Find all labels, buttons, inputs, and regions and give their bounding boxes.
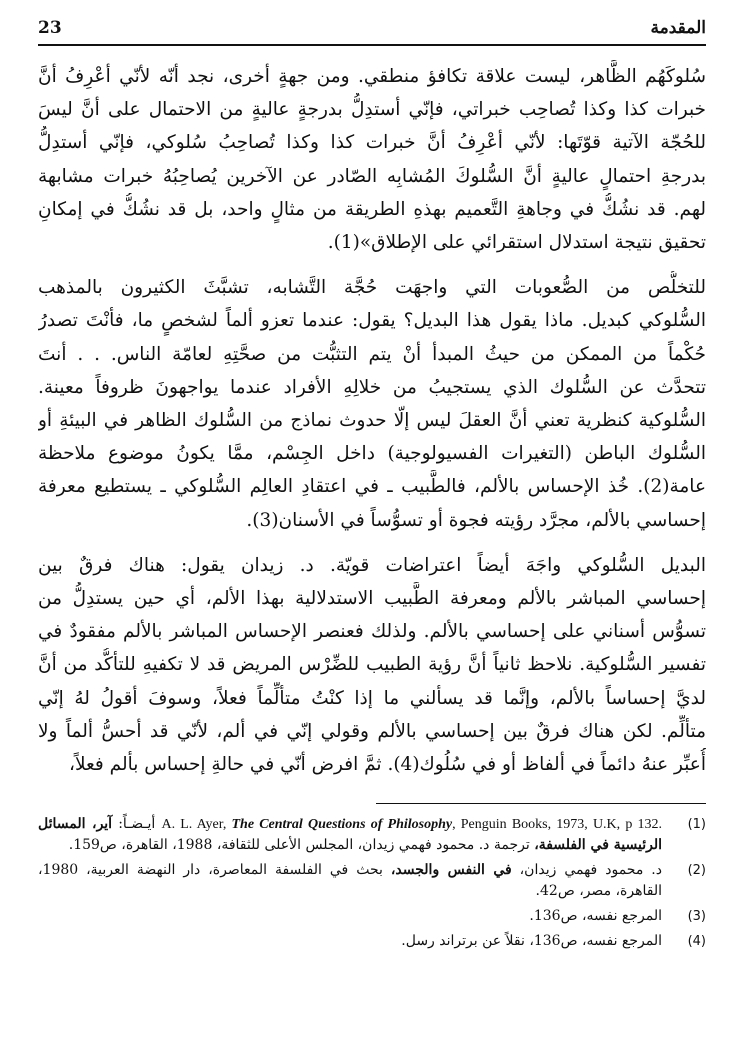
text-line: للتخلُّص من الصُّعوبات التي واجهَت حُجَّة التَّشابه، تشبَّثَ الكثيرون بالمذهب: [38, 277, 706, 299]
page-number: 23: [38, 18, 62, 38]
text-line: تفسير السُّلوكية. نلاحظ ثانياً أنَّ رؤية الطبيب للضِّرْس المريض قد لا تكفيهِ للتأكُّد من أنَّ: [38, 654, 706, 676]
footnote-text: المرجع نفسه، ص136، نقلاً عن برتراند رسل.: [401, 933, 662, 950]
book-page: [38, 18, 706, 1038]
citation-author: A. L. Ayer,: [161, 817, 232, 833]
citation-title-arabic: آير، المسائل الرئيسية في الفلسفة،: [38, 816, 662, 854]
footnote-3: [38, 906, 706, 927]
chapter-title: المقدمة: [650, 18, 706, 38]
footnote-divider: [376, 803, 706, 804]
text-line: السُّلوكي كبديل. ماذا يقول هذا البديل؟ يقول: عندما تعزو ألماً لشخصٍ ما، فأنْتَ تصدرُ: [38, 310, 706, 332]
citation-publisher: , Penguin Books, 1973, U.K, p 132.: [452, 817, 663, 833]
main-text: [38, 60, 706, 781]
footnotes: [38, 814, 706, 952]
footnote-4: [38, 931, 706, 952]
text-line: خبرات كذا وكذا تُصاحِب خبراتي، فإنّي أستدِلُّ بدرجةٍ عاليةٍ من الاحتمال على أنَّ ليسَ: [38, 99, 706, 121]
text-line: سُلوكَهُم الظَّاهر، ليست علاقة تكافؤ منطقي. ومن جهةٍ أخرى، نجد أنّه لأنّي أعْرِفُ أنَّ: [38, 66, 706, 87]
footnote-citation-latin: [161, 817, 662, 832]
footnote-number: (2): [687, 863, 706, 879]
footnote-text: [38, 860, 666, 902]
footnote-number: (4): [687, 934, 706, 950]
footnote-1: [38, 814, 706, 856]
text-line: البديل السُّلوكي واجَهَ أيضاً اعتراضات قويّة. د. زيدان يقول: هناك فرقٌ بين: [38, 554, 706, 576]
text-line: متألِّم. لكن هناك فرقٌ بين إحساسي بالألم وقولي إنّي في ألم، لأنّي قد أحسُّ ألماً ولا: [38, 720, 706, 742]
citation-author-arabic: د. محمود فهمي زيدان،: [511, 862, 662, 879]
text-line: بدرجةِ احتمالٍ عاليةٍ أنَّ السُّلوكَ المُشابِه الصّادر عن الآخرين يُصاحِبُهُ خبرات مشابهة: [38, 165, 706, 187]
text-line: حُكْماً من الممكن من حيثُ المبدأ أنْ يتم التثبُّت من صحَّتِهِ لعامّة الناس. . . أنتَ: [38, 343, 706, 365]
footnote-also: أيـضـاً:: [118, 816, 156, 833]
text-line: أُعبِّر عنهُ دائماً في ألفاظ أو في سُلُوك(4). ثمَّ افرض أنّي في حالةِ إحساس بألم فعلاً،: [68, 754, 706, 776]
citation-details-arabic: ترجمة د. محمود فهمي زيدان، المجلس الأعلى للثقافة، 1988، القاهرة، ص159.: [68, 837, 530, 854]
paragraph: [38, 271, 706, 537]
footnote-text: المرجع نفسه، ص136.: [529, 908, 662, 925]
text-line: لهم. قد نشُكُّ في وجاهةِ التَّعميم بهذهِ الطريقة من مثالٍ واحد، بل قد نشُكُّ في إمكانِ: [38, 198, 706, 220]
citation-title-arabic: في النفس والجسد،: [390, 862, 512, 879]
text-line: السُّلوكية كنظرية تعني أنَّ العقلَ ليس إلّا حدوث نماذج من السُّلوك الظاهر في البيئةِ أو: [38, 410, 706, 432]
footnote-number: (1): [687, 817, 706, 833]
paragraph: [38, 549, 706, 781]
text-line: لديَّ إحساساً بالألم، وإنَّما قد يسألني ما إذا كنْتُ متألِّماً فعلاً، وسوفَ أقولُ لهُ إنّي: [38, 687, 706, 709]
text-line: تتحدَّث عن السُّلوك الذي يستجيبُ من خلالِهِ الأفراد عندما يواجهونَ ظروفاً معينة.: [38, 376, 706, 398]
paragraph: [38, 60, 706, 259]
text-line: إحساسي المباشر بالألم ومعرفة الطَّبيب الاستدلالية بهذا الألم، أي حين يستدِلُّ من: [38, 588, 706, 610]
footnote-2: [38, 860, 706, 902]
citation-details-arabic: بحث في الفلسفة المعاصرة، دار النهضة العربية، 1980، القاهرة، مصر، ص42.: [38, 862, 662, 900]
text-line: تسوُّس أسناني على إحساسي بالألم. ولذلك فعنصر الإحساس المباشر بالألم مفقودٌ في: [38, 621, 706, 643]
text-line: السُّلوك الباطن (التغيرات الفسيولوجية) داخل الجِسْم، ممَّا يكونُ موضوع ملاحظة: [38, 443, 706, 465]
text-line: للحُجّة الآتية قوّتَها: لأنّي أعْرِفُ أنَّ خبرات كذا وكذا تُصاحِبُ سُلوكي، فإنّي أستدِلُّ: [38, 132, 706, 154]
running-header: [38, 18, 706, 46]
text-line: عامة(2). خُذ الإحساس بالألم، فالطَّبيب ـ في اعتقادِ العالِم السُّلوكي ـ يستطيع معرفة: [38, 476, 706, 498]
text-line: إحساسي بالألم، مجرَّد رؤيته فجوة أو تسوُّساً في الأسنان(3).: [246, 509, 706, 531]
footnote-number: (3): [687, 909, 706, 925]
text-line: تحقيق نتيجة استدلال استقرائي على الإطلاق»(1).: [327, 232, 706, 254]
citation-title: The Central Questions of Philosophy: [231, 817, 453, 833]
footnote-text: [38, 814, 666, 856]
